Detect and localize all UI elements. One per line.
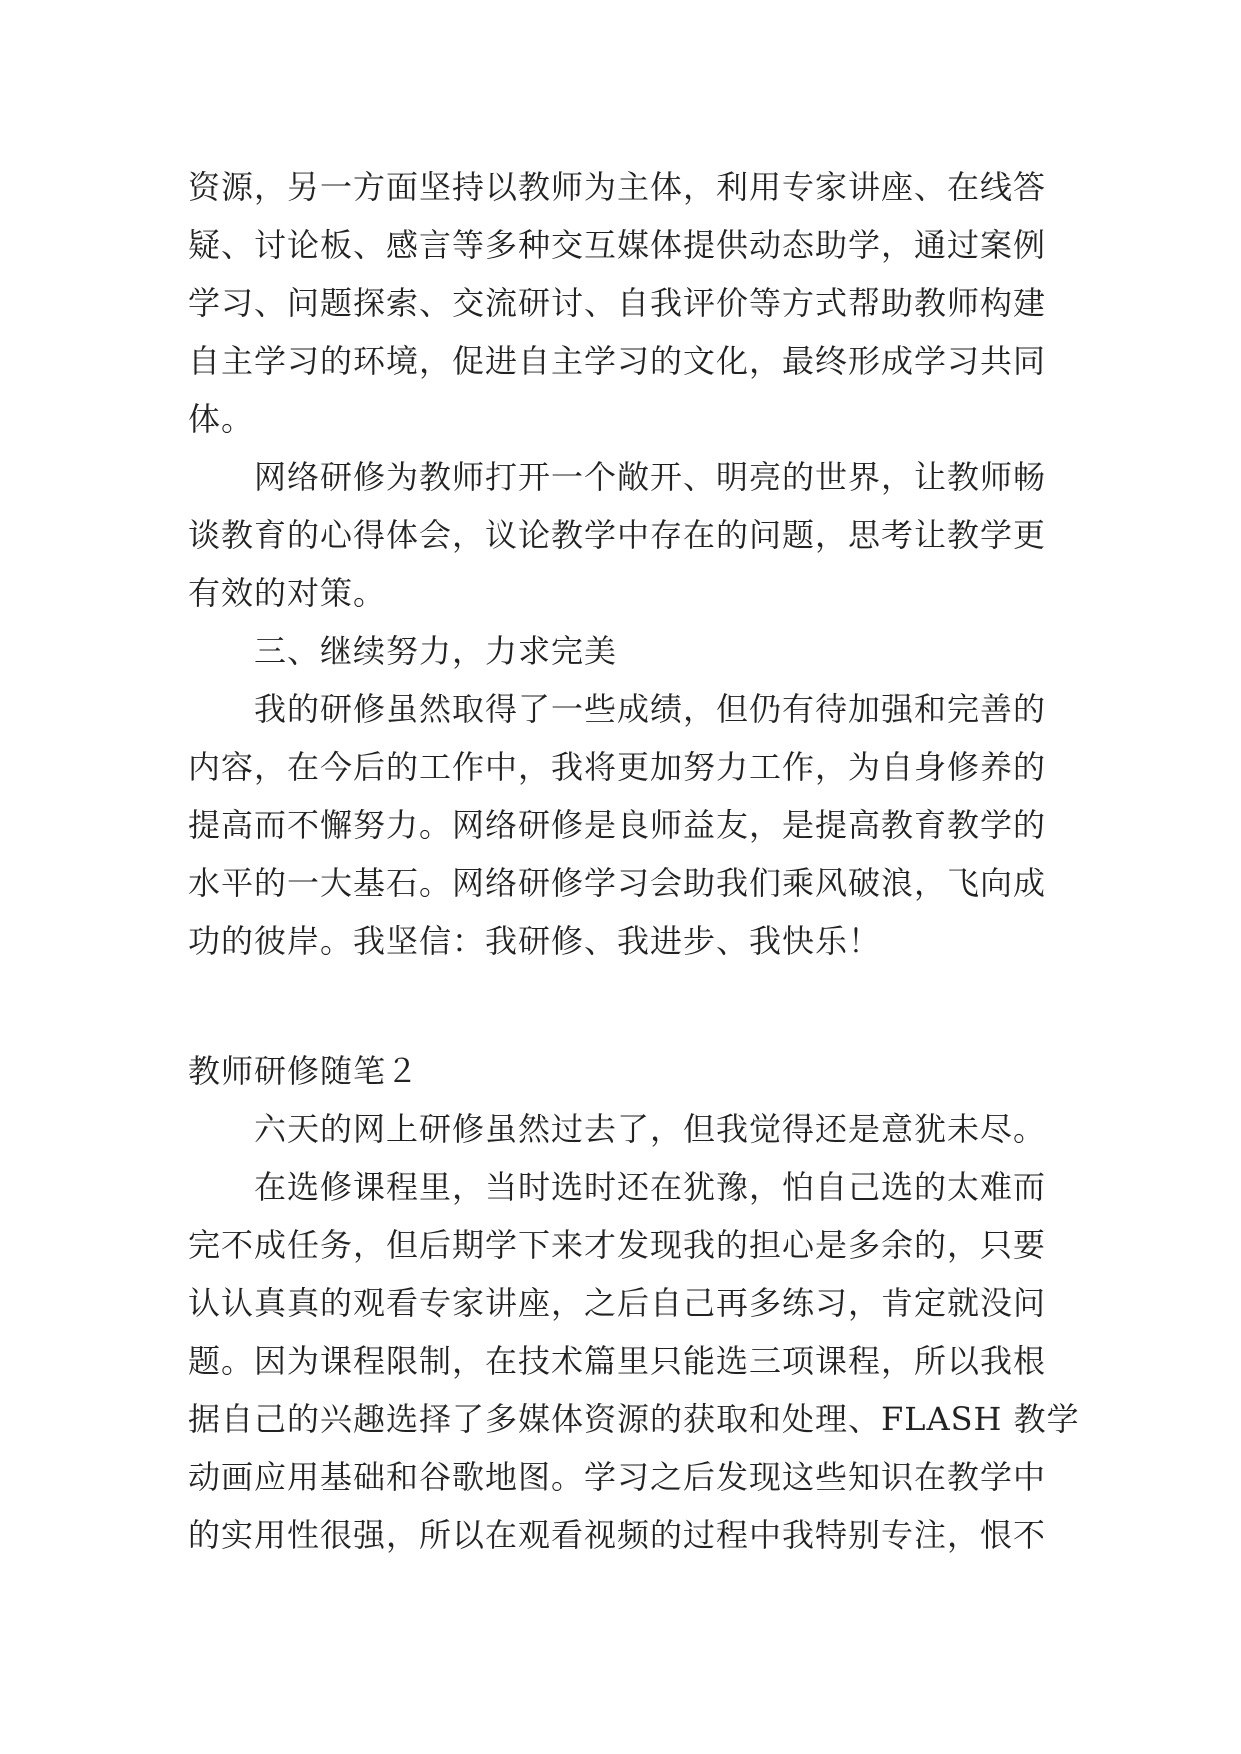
- text-line: 完不成任务，但后期学下来才发现我的担心是多余的，只要: [188, 1226, 1047, 1264]
- text-line: 自主学习的环境，促进自主学习的文化，最终形成学习共同: [188, 342, 1047, 380]
- text-line: 谈教育的心得体会，议论教学中存在的问题，思考让教学更: [188, 516, 1047, 554]
- text-line: 疑、讨论板、感言等多种交互媒体提供动态助学，通过案例: [188, 226, 1047, 264]
- text-line: 有效的对策。: [188, 574, 387, 612]
- text-line: 学习、问题探索、交流研讨、自我评价等方式帮助教师构建: [188, 284, 1047, 322]
- text-line: 资源，另一方面坚持以教师为主体，利用专家讲座、在线答: [188, 168, 1047, 206]
- text-line: 体。: [188, 400, 255, 438]
- text-line: 功的彼岸。我坚信：我研修、我进步、我快乐！: [188, 922, 882, 960]
- text-line: 的实用性很强，所以在观看视频的过程中我特别专注，恨不: [188, 1516, 1047, 1554]
- text-line: 题。因为课程限制，在技术篇里只能选三项课程，所以我根: [188, 1342, 1047, 1380]
- section-gap: [188, 970, 1068, 1042]
- text-line: 六天的网上研修虽然过去了，但我觉得还是意犹未尽。: [254, 1110, 1047, 1148]
- text-line: 在选修课程里，当时选时还在犹豫，怕自己选的太难而: [254, 1168, 1047, 1206]
- text-line: 内容，在今后的工作中，我将更加努力工作，为自身修养的: [188, 748, 1047, 786]
- text-line: 动画应用基础和谷歌地图。学习之后发现这些知识在教学中: [188, 1458, 1047, 1496]
- text-line: 水平的一大基石。网络研修学习会助我们乘风破浪，飞向成: [188, 864, 1047, 902]
- section-heading: 三、继续努力，力求完美: [254, 632, 618, 670]
- document-body: [188, 158, 1080, 1564]
- text-line: 认认真真的观看专家讲座，之后自己再多练习，肯定就没问: [188, 1284, 1047, 1322]
- text-line: 提高而不懈努力。网络研修是良师益友，是提高教育教学的: [188, 806, 1047, 844]
- text-line: 据自己的兴趣选择了多媒体资源的获取和处理、FLASH 教学: [188, 1400, 1080, 1438]
- text-line: 网络研修为教师打开一个敞开、明亮的世界，让教师畅: [254, 458, 1047, 496]
- document-title: 教师研修随笔２: [188, 1052, 420, 1090]
- text-line: 我的研修虽然取得了一些成绩，但仍有待加强和完善的: [254, 690, 1047, 728]
